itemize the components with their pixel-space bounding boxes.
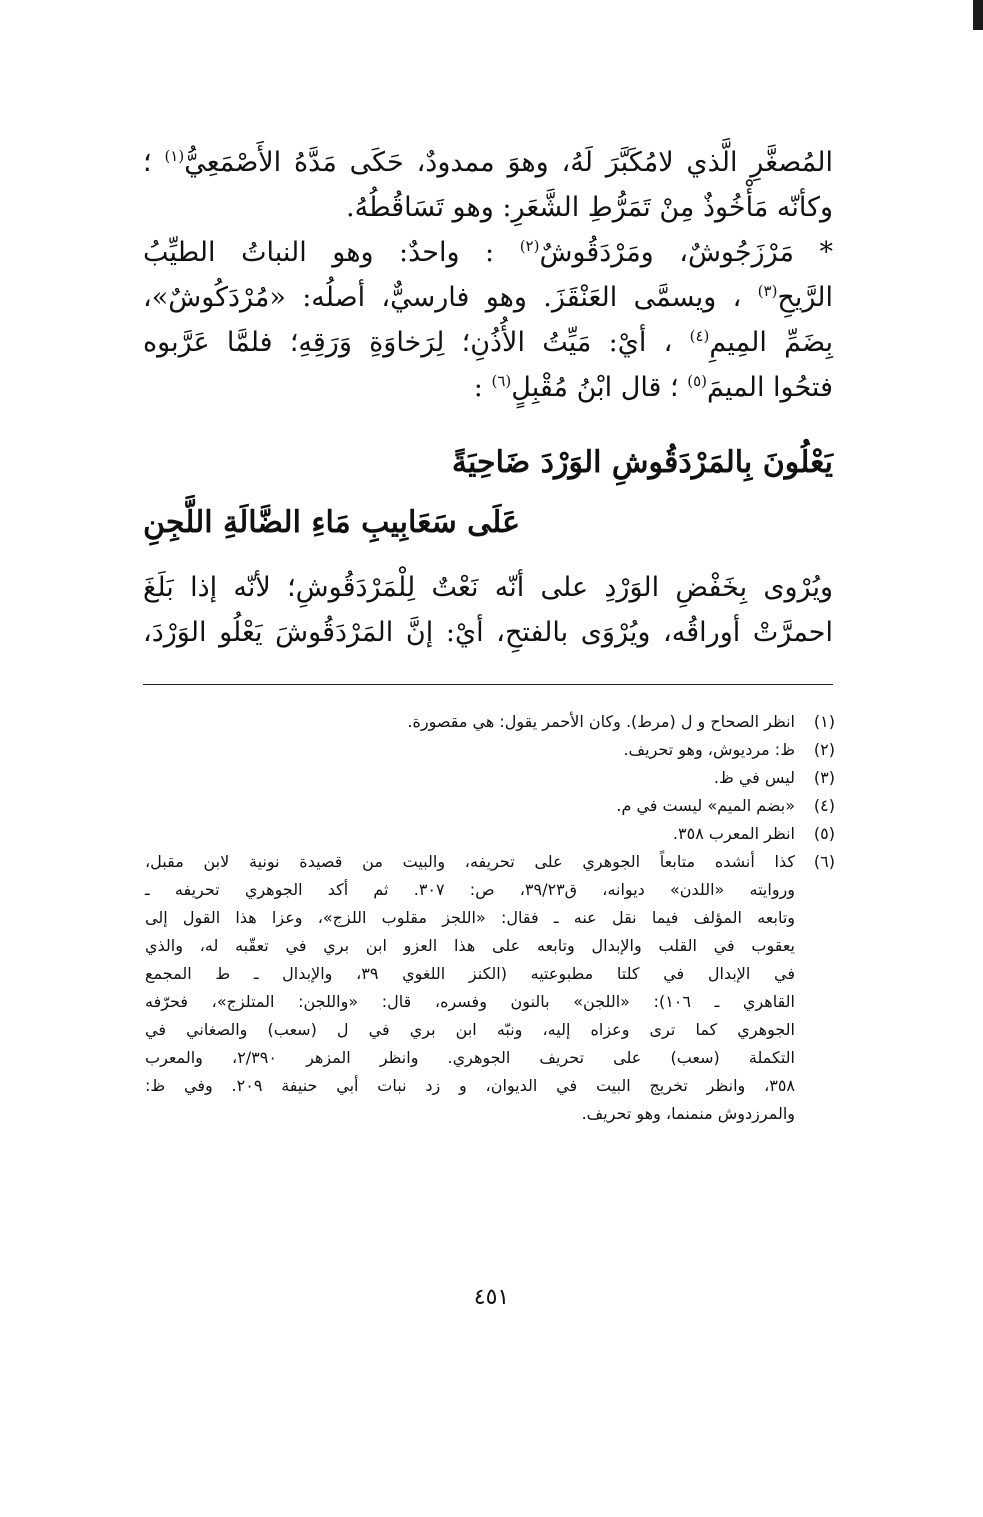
footnote-number: (٦) (813, 852, 835, 871)
footnote-2 (145, 736, 835, 764)
footnote-line: كذا أنشده متابعاً الجوهري على تحريفه، والبيت من قصيدة نونية لابن مقبل، (145, 852, 795, 871)
page-number: ٤٥١ (473, 1285, 510, 1310)
footnote-body (145, 820, 795, 848)
footnote-body (145, 792, 795, 820)
footnote-line: انظر المعرب ٣٥٨. (672, 824, 795, 843)
footnote-number: (٢) (813, 740, 835, 759)
footnote-4 (145, 792, 835, 820)
footnote-line: في الإبدال في كلتا مطبوعتيه (الكنز اللغوي ٣٩، والإبدال ـ ط المجمع (145, 964, 796, 983)
footnote-body (145, 708, 795, 736)
footnote-body (145, 764, 795, 792)
footnote-line: وروايته «اللدن» ديوانه، ق٣٩/٢٣، ص: ٣٠٧. ثم أكد الجوهري تحريفه ـ (145, 880, 796, 899)
footnote-body (145, 736, 795, 764)
footnote-number: (١) (813, 712, 835, 731)
footnote-body (145, 848, 795, 1128)
footnote-line: القاهري ـ ١٠٦): «اللجن» بالنون وفسره، قال: «واللجن: المتلزج»، فحرّفه (145, 992, 796, 1011)
footnote-ref-3[interactable]: (٣) (757, 282, 778, 300)
footnote-ref-2[interactable]: (٢) (519, 237, 540, 255)
main-text-line (143, 185, 833, 230)
main-line-6-text: فتحُوا الميمَ (707, 372, 833, 403)
footnote-number: (٤) (813, 796, 835, 815)
footnote-line: ٣٥٨، وانظر تخريج البيت في الديوان، و زد نبات أبي حنيفة ٢٠٩. وفي ظ: (145, 1076, 796, 1095)
main-line-6-end: : (473, 372, 483, 403)
main-line-2-text: وكأنّه مَأْخُوذٌ مِنْ تَمَرُّطِ الشَّعَرِ: وهو تَسَاقُطُهُ. (346, 192, 833, 223)
after-verse-line-1: ويُرْوى بِخَفْضِ الوَرْدِ على أنّه نَعْتٌ لِلْمَرْدَقُوشِ؛ لأنّه إذا بَلَغَ (143, 572, 833, 603)
footnote-line: انظر الصحاح و ل (مرط). وكان الأحمر يقول: هي مقصورة. (407, 712, 795, 731)
footnote-line: وتابعه المؤلف فيما نقل عنه ـ فقال: «اللجز مقلوب اللزج»، وعزا هذا القول إلى (145, 908, 795, 927)
footnote-line: والمرزدوش منمنما، وهو تحريف. (581, 1104, 795, 1123)
main-line-3-tail: : واحدٌ: وهو النباتُ الطيِّبُ (143, 237, 495, 268)
main-text-block (143, 140, 833, 410)
main-line-5-text: بِضَمِّ المِيمِ (709, 327, 833, 358)
footnote-ref-1[interactable]: (١) (164, 147, 185, 165)
footnote-line: ظ: مرديوش، وهو تحريف. (623, 740, 795, 759)
main-line-1-tail: ؛ (143, 147, 152, 178)
main-text-line (143, 230, 833, 275)
after-verse-block (143, 565, 833, 655)
footnote-ref-6[interactable]: (٦) (491, 372, 512, 390)
footnote-number: (٣) (813, 768, 835, 787)
main-text-line (143, 320, 833, 365)
main-line-3-text: * مَرْزَجُوشٌ، ومَرْدَقُوشٌ (539, 237, 833, 268)
footnote-separator (143, 684, 833, 685)
main-line-6-tail: ؛ قال ابْنُ مُقْبِلٍ (511, 372, 679, 403)
footnote-ref-5[interactable]: (٥) (687, 372, 708, 390)
main-line-4-tail: ، ويسمَّى العَنْقَزَ. وهو فارسيٌّ، أصلُه: «مُرْدَكُوشٌ»، (143, 282, 742, 313)
main-line-5-tail: ، أيْ: مَيِّتُ الأُذُنِ؛ لِرَخاوَةِ وَرَقِهِ؛ فلمَّا عَرَّبوه (143, 327, 673, 358)
footnote-3 (145, 764, 835, 792)
footnote-6 (145, 848, 835, 1128)
footnote-number: (٥) (813, 824, 835, 843)
verse-hemistich-2: عَلَى سَعَابِيبِ مَاءِ الضَّالَةِ اللَّجِنِ (143, 505, 521, 540)
footnote-line: التكملة (سعب) على تحريف الجوهري. وانظر المزهر ٢/٣٩٠، والمعرب (145, 1048, 795, 1067)
main-text-line (143, 365, 833, 410)
footnotes-block (145, 708, 835, 1128)
verse-hemistich-1: يَعْلُونَ بِالمَرْدَقُوشِ الوَرْدَ ضَاحِيَةً (451, 445, 833, 480)
footnote-ref-4[interactable]: (٤) (689, 327, 710, 345)
main-line-4-text: الرَّيحِ (777, 282, 833, 313)
footnote-line: «بضم الميم» ليست في م. (616, 796, 795, 815)
footnote-line: ليس في ظ. (713, 768, 795, 787)
footnote-5 (145, 820, 835, 848)
main-text-line (143, 275, 833, 320)
main-line-1-text: المُصغَّرِ الَّذي لامُكَبَّرَ لَهُ، وهوَ ممدودٌ، حَكَى مَدَّهُ الأَصْمَعِيُّ (184, 147, 833, 178)
footnote-1 (145, 708, 835, 736)
after-verse-line-2: احمرَّتْ أوراقُه، ويُرْوَى بالفتحِ، أيْ: إنَّ المَرْدَقُوشَ يَعْلُو الوَرْدَ، (143, 617, 833, 648)
main-text-line (143, 140, 833, 185)
scan-edge-mark (973, 0, 983, 30)
footnote-line: يعقوب في القلب والإبدال وتابعه على هذا العزو ابن بري في تعقّبه له، والذي (145, 936, 795, 955)
footnote-line: الجوهري كما ترى وعزاه إليه، ونبّه ابن بري في ل (سعب) والصغاني في (145, 1020, 795, 1039)
